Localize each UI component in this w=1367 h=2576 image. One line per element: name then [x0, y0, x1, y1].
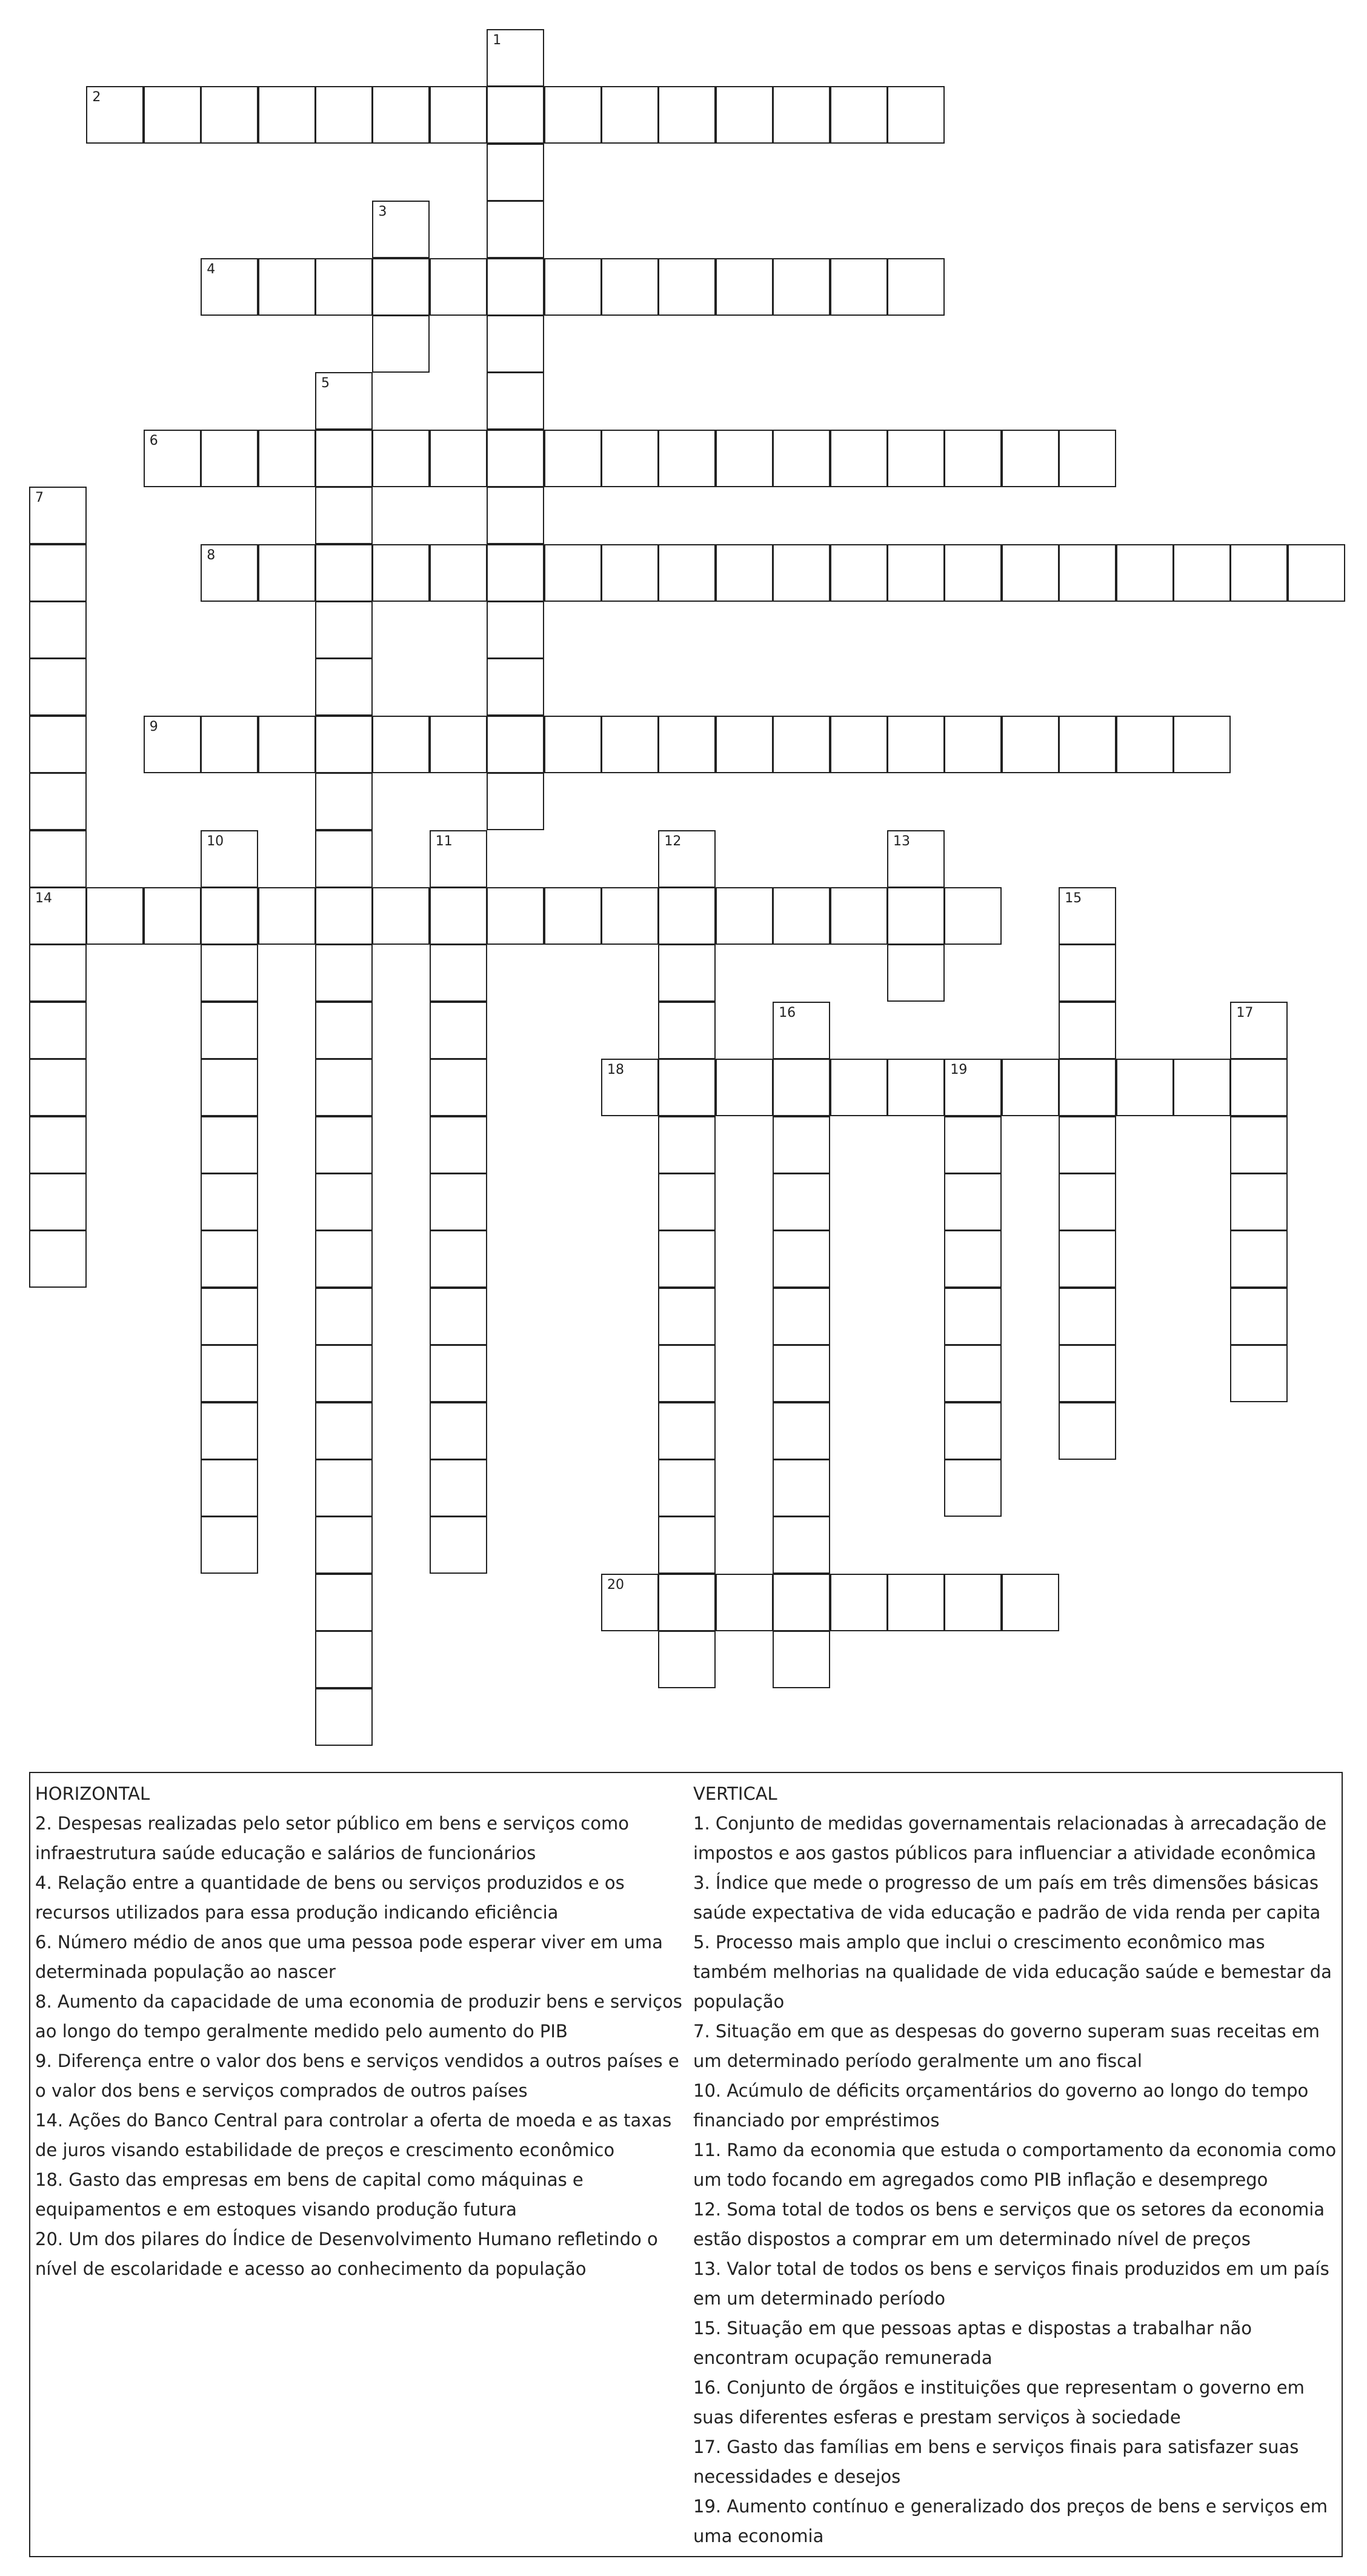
- grid-cell[interactable]: [887, 258, 945, 316]
- grid-cell[interactable]: [830, 544, 888, 602]
- grid-cell[interactable]: [544, 86, 602, 144]
- grid-cell[interactable]: [1230, 1345, 1288, 1402]
- grid-cell[interactable]: [201, 887, 258, 945]
- grid-cell[interactable]: [315, 1631, 373, 1688]
- grid-cell[interactable]: [201, 430, 258, 487]
- grid-cell[interactable]: [773, 430, 830, 487]
- grid-cell[interactable]: [315, 544, 373, 602]
- grid-cell[interactable]: [430, 1002, 487, 1059]
- grid-cell[interactable]: [944, 1173, 1002, 1231]
- grid-cell[interactable]: [258, 430, 316, 487]
- grid-cell[interactable]: [315, 1230, 373, 1288]
- grid-cell[interactable]: [372, 201, 430, 258]
- grid-cell[interactable]: [1173, 1059, 1231, 1116]
- grid-cell[interactable]: [258, 544, 316, 602]
- grid-cell[interactable]: [315, 86, 373, 144]
- grid-cell[interactable]: [658, 1288, 716, 1345]
- grid-cell[interactable]: [372, 716, 430, 773]
- clue-v13: 13. Valor total de todos os bens e serviços finais produzidos em um país em um determinado período: [693, 2258, 1329, 2309]
- clue-v1: 1. Conjunto de medidas governamentais relacionadas à arrecadação de impostos e aos gastos públicos para influenciar a atividade econômica: [693, 1813, 1327, 1863]
- grid-cell[interactable]: [315, 1002, 373, 1059]
- clue-h8: 8. Aumento da capacidade de uma economia de produzir bens e serviços ao longo do tempo geralmente medido pelo aumento do PIB: [35, 1991, 682, 2042]
- grid-cell[interactable]: [315, 1345, 373, 1402]
- grid-cell[interactable]: [716, 1574, 773, 1631]
- clue-number: 4: [207, 261, 216, 277]
- grid-cell[interactable]: [544, 887, 602, 945]
- grid-cell[interactable]: [773, 1574, 830, 1631]
- grid-cell[interactable]: [944, 1116, 1002, 1174]
- grid-cell[interactable]: [201, 716, 258, 773]
- grid-cell[interactable]: [1230, 544, 1288, 602]
- grid-cell[interactable]: [315, 258, 373, 316]
- grid-cell[interactable]: [1230, 1173, 1288, 1231]
- grid-cell[interactable]: [1059, 1002, 1116, 1059]
- grid-cell[interactable]: [716, 1059, 773, 1116]
- grid-cell[interactable]: [29, 544, 87, 602]
- grid-cell[interactable]: [944, 1288, 1002, 1345]
- clue-number: 12: [664, 833, 682, 849]
- grid-cell[interactable]: [773, 258, 830, 316]
- grid-cell[interactable]: [773, 1631, 830, 1688]
- grid-cell[interactable]: [658, 1059, 716, 1116]
- grid-cell[interactable]: [258, 716, 316, 773]
- grid-cell[interactable]: [716, 887, 773, 945]
- grid-cell[interactable]: [315, 1059, 373, 1116]
- grid-cell[interactable]: [430, 1402, 487, 1460]
- clue-h20: 20. Um dos pilares do Índice de Desenvolvimento Humano refletindo o nível de escolaridade e acesso ao conhecimento da população: [35, 2229, 658, 2279]
- grid-cell[interactable]: [430, 86, 487, 144]
- grid-cell[interactable]: [372, 430, 430, 487]
- grid-cell[interactable]: [487, 29, 544, 87]
- grid-cell[interactable]: [29, 1116, 87, 1174]
- grid-cell[interactable]: [487, 144, 544, 201]
- grid-cell[interactable]: [29, 773, 87, 830]
- grid-cell[interactable]: [830, 1574, 888, 1631]
- grid-cell[interactable]: [601, 887, 659, 945]
- grid-cell[interactable]: [315, 1402, 373, 1460]
- grid-cell[interactable]: [29, 887, 87, 945]
- grid-cell[interactable]: [315, 658, 373, 716]
- grid-cell[interactable]: [944, 1230, 1002, 1288]
- grid-cell[interactable]: [830, 716, 888, 773]
- clue-h9: 9. Diferença entre o valor dos bens e serviços vendidos a outros países e o valor dos bens e serviços comprados de outros países: [35, 2051, 679, 2101]
- grid-cell[interactable]: [887, 1574, 945, 1631]
- grid-cell[interactable]: [144, 716, 201, 773]
- grid-cell[interactable]: [658, 1516, 716, 1574]
- grid-cell[interactable]: [1059, 887, 1116, 945]
- grid-cell[interactable]: [430, 716, 487, 773]
- grid-cell[interactable]: [487, 430, 544, 487]
- grid-cell[interactable]: [201, 1116, 258, 1174]
- grid-cell[interactable]: [430, 887, 487, 945]
- grid-cell[interactable]: [1002, 1574, 1059, 1631]
- grid-cell[interactable]: [1230, 1288, 1288, 1345]
- grid-cell[interactable]: [887, 86, 945, 144]
- grid-cell[interactable]: [944, 1345, 1002, 1402]
- clue-v11: 11. Ramo da economia que estuda o comportamento da economia como um todo focando em agregados como PIB inflação e desemprego: [693, 2140, 1337, 2190]
- horizontal-heading: HORIZONTAL: [35, 1783, 150, 1804]
- grid-cell[interactable]: [201, 1173, 258, 1231]
- grid-cell[interactable]: [315, 830, 373, 888]
- clue-number: 6: [149, 433, 158, 448]
- grid-cell[interactable]: [944, 1459, 1002, 1517]
- grid-cell[interactable]: [773, 1059, 830, 1116]
- grid-cell[interactable]: [944, 1402, 1002, 1460]
- grid-cell[interactable]: [29, 658, 87, 716]
- clue-number: 11: [435, 833, 453, 849]
- grid-cell[interactable]: [658, 1002, 716, 1059]
- grid-cell[interactable]: [258, 86, 316, 144]
- grid-cell[interactable]: [372, 86, 430, 144]
- grid-cell[interactable]: [773, 716, 830, 773]
- grid-cell[interactable]: [544, 258, 602, 316]
- grid-cell[interactable]: [887, 1059, 945, 1116]
- grid-cell[interactable]: [430, 1288, 487, 1345]
- grid-cell[interactable]: [201, 944, 258, 1002]
- grid-cell[interactable]: [1173, 716, 1231, 773]
- grid-cell[interactable]: [144, 887, 201, 945]
- grid-cell[interactable]: [487, 487, 544, 544]
- grid-cell[interactable]: [487, 201, 544, 258]
- grid-cell[interactable]: [372, 887, 430, 945]
- grid-cell[interactable]: [487, 372, 544, 430]
- grid-cell[interactable]: [773, 1516, 830, 1574]
- grid-cell[interactable]: [201, 830, 258, 888]
- grid-cell[interactable]: [887, 887, 945, 945]
- clue-v12: 12. Soma total de todos os bens e serviços que os setores da economia estão dispostos a comprar em um determinado nível de preços: [693, 2199, 1325, 2249]
- grid-cell[interactable]: [430, 1345, 487, 1402]
- grid-cell[interactable]: [887, 944, 945, 1002]
- grid-cell[interactable]: [773, 1230, 830, 1288]
- grid-cell[interactable]: [1059, 944, 1116, 1002]
- grid-cell[interactable]: [201, 1345, 258, 1402]
- grid-cell[interactable]: [315, 1516, 373, 1574]
- grid-cell[interactable]: [315, 1288, 373, 1345]
- grid-cell[interactable]: [201, 1402, 258, 1460]
- grid-cell[interactable]: [1002, 544, 1059, 602]
- grid-cell[interactable]: [430, 944, 487, 1002]
- grid-cell[interactable]: [430, 1516, 487, 1574]
- grid-cell[interactable]: [86, 86, 144, 144]
- clue-number: 1: [493, 33, 502, 48]
- grid-cell[interactable]: [201, 1516, 258, 1574]
- grid-cell[interactable]: [1230, 1116, 1288, 1174]
- grid-cell[interactable]: [773, 1173, 830, 1231]
- grid-cell[interactable]: [544, 716, 602, 773]
- grid-cell[interactable]: [944, 1574, 1002, 1631]
- grid-cell[interactable]: [201, 86, 258, 144]
- grid-cell[interactable]: [658, 544, 716, 602]
- clue-v19: 19. Aumento contínuo e generalizado dos preços de bens e serviços em uma economia: [693, 2496, 1328, 2546]
- clue-h18: 18. Gasto das empresas em bens de capital como máquinas e equipamentos e em estoques visando produção futura: [35, 2169, 584, 2220]
- grid-cell[interactable]: [716, 544, 773, 602]
- grid-cell[interactable]: [29, 601, 87, 659]
- grid-cell[interactable]: [830, 86, 888, 144]
- grid-cell[interactable]: [430, 1173, 487, 1231]
- grid-cell[interactable]: [1002, 1059, 1059, 1116]
- grid-cell[interactable]: [315, 1173, 373, 1231]
- grid-cell[interactable]: [29, 1059, 87, 1116]
- grid-cell[interactable]: [315, 1574, 373, 1631]
- grid-cell[interactable]: [29, 1230, 87, 1288]
- grid-cell[interactable]: [716, 258, 773, 316]
- grid-cell[interactable]: [658, 1459, 716, 1517]
- grid-cell[interactable]: [773, 1288, 830, 1345]
- vertical-clues: [693, 1779, 1342, 2551]
- clue-number: 10: [207, 833, 224, 849]
- grid-cell[interactable]: [430, 1059, 487, 1116]
- grid-cell[interactable]: [773, 1116, 830, 1174]
- grid-cell[interactable]: [487, 258, 544, 316]
- clue-v10: 10. Acúmulo de déficits orçamentários do governo ao longo do tempo financiado por empréstimos: [693, 2080, 1309, 2131]
- grid-cell[interactable]: [887, 830, 945, 888]
- clue-number: 2: [92, 90, 101, 105]
- grid-cell[interactable]: [658, 1173, 716, 1231]
- clue-number: 8: [207, 547, 216, 563]
- grid-cell[interactable]: [601, 258, 659, 316]
- grid-cell[interactable]: [201, 1059, 258, 1116]
- grid-cell[interactable]: [658, 1402, 716, 1460]
- clue-v15: 15. Situação em que pessoas aptas e dispostas a trabalhar não encontram ocupação remunerada: [693, 2318, 1252, 2368]
- grid-cell[interactable]: [1116, 716, 1174, 773]
- clue-h2: 2. Despesas realizadas pelo setor público em bens e serviços como infraestrutura saúde educação e salários de funcionários: [35, 1813, 629, 1863]
- grid-cell[interactable]: [1230, 1059, 1288, 1116]
- clue-v5: 5. Processo mais amplo que inclui o crescimento econômico mas também melhorias na qualidade de vida educação saúde e bemestar da população: [693, 1932, 1332, 2012]
- clue-number: 9: [149, 719, 158, 734]
- grid-cell[interactable]: [372, 258, 430, 316]
- grid-cell[interactable]: [601, 1574, 659, 1631]
- grid-cell[interactable]: [887, 716, 945, 773]
- grid-cell[interactable]: [315, 372, 373, 430]
- grid-cell[interactable]: [315, 601, 373, 659]
- clue-number: 3: [378, 204, 387, 220]
- grid-cell[interactable]: [315, 773, 373, 830]
- grid-cell[interactable]: [773, 544, 830, 602]
- grid-cell[interactable]: [830, 430, 888, 487]
- grid-cell[interactable]: [487, 658, 544, 716]
- grid-cell[interactable]: [944, 716, 1002, 773]
- grid-cell[interactable]: [716, 430, 773, 487]
- grid-cell[interactable]: [887, 430, 945, 487]
- grid-cell[interactable]: [430, 430, 487, 487]
- clue-number: 17: [1236, 1005, 1254, 1020]
- grid-cell[interactable]: [201, 1230, 258, 1288]
- grid-cell[interactable]: [716, 86, 773, 144]
- grid-cell[interactable]: [1116, 1059, 1174, 1116]
- grid-cell[interactable]: [258, 258, 316, 316]
- grid-cell[interactable]: [658, 716, 716, 773]
- grid-cell[interactable]: [487, 544, 544, 602]
- clue-number: 16: [779, 1005, 796, 1020]
- grid-cell[interactable]: [658, 86, 716, 144]
- grid-cell[interactable]: [658, 258, 716, 316]
- vertical-heading: VERTICAL: [693, 1783, 777, 1804]
- clue-v17: 17. Gasto das famílias em bens e serviços finais para satisfazer suas necessidades e desejos: [693, 2437, 1299, 2487]
- grid-cell[interactable]: [601, 430, 659, 487]
- clue-number: 20: [607, 1577, 624, 1593]
- grid-cell[interactable]: [773, 86, 830, 144]
- grid-cell[interactable]: [430, 544, 487, 602]
- clue-number: 15: [1065, 891, 1082, 906]
- grid-cell[interactable]: [1059, 1402, 1116, 1460]
- grid-cell[interactable]: [430, 1116, 487, 1174]
- clue-number: 5: [321, 376, 330, 391]
- grid-cell[interactable]: [315, 1688, 373, 1746]
- grid-cell[interactable]: [315, 887, 373, 945]
- grid-cell[interactable]: [773, 1402, 830, 1460]
- grid-cell[interactable]: [601, 86, 659, 144]
- grid-cell[interactable]: [773, 1345, 830, 1402]
- grid-cell[interactable]: [372, 544, 430, 602]
- grid-cell[interactable]: [773, 887, 830, 945]
- grid-cell[interactable]: [487, 773, 544, 830]
- grid-cell[interactable]: [29, 944, 87, 1002]
- grid-cell[interactable]: [658, 1574, 716, 1631]
- grid-cell[interactable]: [1002, 716, 1059, 773]
- grid-cell[interactable]: [944, 887, 1002, 945]
- grid-cell[interactable]: [1059, 1116, 1116, 1174]
- clue-v16: 16. Conjunto de órgãos e instituições que representam o governo em suas diferentes esferas e prestam serviços à sociedade: [693, 2377, 1305, 2428]
- grid-cell[interactable]: [773, 1002, 830, 1059]
- grid-cell[interactable]: [144, 86, 201, 144]
- grid-cell[interactable]: [658, 1631, 716, 1688]
- grid-cell[interactable]: [716, 716, 773, 773]
- grid-cell[interactable]: [1059, 430, 1116, 487]
- grid-cell[interactable]: [887, 544, 945, 602]
- clue-number: 18: [607, 1062, 624, 1078]
- clue-number: 7: [35, 490, 44, 506]
- grid-cell[interactable]: [1059, 544, 1116, 602]
- grid-cell[interactable]: [315, 430, 373, 487]
- clue-v7: 7. Situação em que as despesas do governo superam suas receitas em um determinado período geralmente um ano fiscal: [693, 2021, 1320, 2071]
- grid-cell[interactable]: [201, 1288, 258, 1345]
- grid-cell[interactable]: [544, 430, 602, 487]
- grid-cell[interactable]: [944, 1059, 1002, 1116]
- grid-cell[interactable]: [1230, 1002, 1288, 1059]
- horizontal-clues: [35, 1779, 684, 2284]
- grid-cell[interactable]: [658, 1230, 716, 1288]
- grid-cell[interactable]: [1059, 1345, 1116, 1402]
- grid-cell[interactable]: [658, 944, 716, 1002]
- clue-number: 19: [950, 1062, 968, 1078]
- grid-cell[interactable]: [144, 430, 201, 487]
- grid-cell[interactable]: [315, 487, 373, 544]
- grid-cell[interactable]: [430, 830, 487, 888]
- grid-cell[interactable]: [487, 315, 544, 373]
- clue-number: 14: [35, 891, 52, 906]
- grid-cell[interactable]: [487, 716, 544, 773]
- grid-cell[interactable]: [944, 544, 1002, 602]
- grid-cell[interactable]: [658, 830, 716, 888]
- grid-cell[interactable]: [86, 887, 144, 945]
- grid-cell[interactable]: [1288, 544, 1345, 602]
- clue-number: 13: [893, 833, 910, 849]
- grid-cell[interactable]: [601, 544, 659, 602]
- grid-cell[interactable]: [201, 544, 258, 602]
- grid-cell[interactable]: [430, 1230, 487, 1288]
- grid-cell[interactable]: [944, 430, 1002, 487]
- grid-cell[interactable]: [29, 716, 87, 773]
- grid-cell[interactable]: [658, 430, 716, 487]
- clue-h14: 14. Ações do Banco Central para controlar a oferta de moeda e as taxas de juros visando estabilidade de preços e crescimento econômico: [35, 2110, 672, 2160]
- grid-cell[interactable]: [201, 1459, 258, 1517]
- grid-cell[interactable]: [487, 86, 544, 144]
- grid-cell[interactable]: [29, 1173, 87, 1231]
- grid-cell[interactable]: [658, 887, 716, 945]
- clue-h6: 6. Número médio de anos que uma pessoa pode esperar viver em uma determinada população ao nascer: [35, 1932, 663, 1982]
- grid-cell[interactable]: [544, 544, 602, 602]
- clues-box: [29, 1772, 1343, 2557]
- grid-cell[interactable]: [1059, 1230, 1116, 1288]
- grid-cell[interactable]: [830, 258, 888, 316]
- grid-cell[interactable]: [658, 1116, 716, 1174]
- clue-v3: 3. Índice que mede o progresso de um país em três dimensões básicas saúde expectativa de vida educação e padrão de vida renda per capita: [693, 1872, 1321, 1923]
- grid-cell[interactable]: [201, 1002, 258, 1059]
- grid-cell[interactable]: [1230, 1230, 1288, 1288]
- grid-cell[interactable]: [830, 887, 888, 945]
- grid-cell[interactable]: [1173, 544, 1231, 602]
- grid-cell[interactable]: [1059, 1059, 1116, 1116]
- grid-cell[interactable]: [601, 1059, 659, 1116]
- grid-cell[interactable]: [1002, 430, 1059, 487]
- grid-cell[interactable]: [201, 258, 258, 316]
- grid-cell[interactable]: [315, 1116, 373, 1174]
- grid-cell[interactable]: [830, 1059, 888, 1116]
- grid-cell[interactable]: [430, 1459, 487, 1517]
- grid-cell[interactable]: [1116, 544, 1174, 602]
- grid-cell[interactable]: [487, 601, 544, 659]
- grid-cell[interactable]: [1059, 716, 1116, 773]
- grid-cell[interactable]: [601, 716, 659, 773]
- clue-h4: 4. Relação entre a quantidade de bens ou serviços produzidos e os recursos utilizados para essa produção indicando eficiência: [35, 1872, 625, 1923]
- grid-cell[interactable]: [487, 887, 544, 945]
- grid-cell[interactable]: [315, 944, 373, 1002]
- grid-cell[interactable]: [29, 1002, 87, 1059]
- grid-cell[interactable]: [258, 887, 316, 945]
- grid-cell[interactable]: [658, 1345, 716, 1402]
- grid-cell[interactable]: [773, 1459, 830, 1517]
- grid-cell[interactable]: [430, 258, 487, 316]
- grid-cell[interactable]: [372, 315, 430, 373]
- grid-cell[interactable]: [29, 487, 87, 544]
- grid-cell[interactable]: [29, 830, 87, 888]
- grid-cell[interactable]: [315, 716, 373, 773]
- grid-cell[interactable]: [1059, 1288, 1116, 1345]
- grid-cell[interactable]: [1059, 1173, 1116, 1231]
- grid-cell[interactable]: [315, 1459, 373, 1517]
